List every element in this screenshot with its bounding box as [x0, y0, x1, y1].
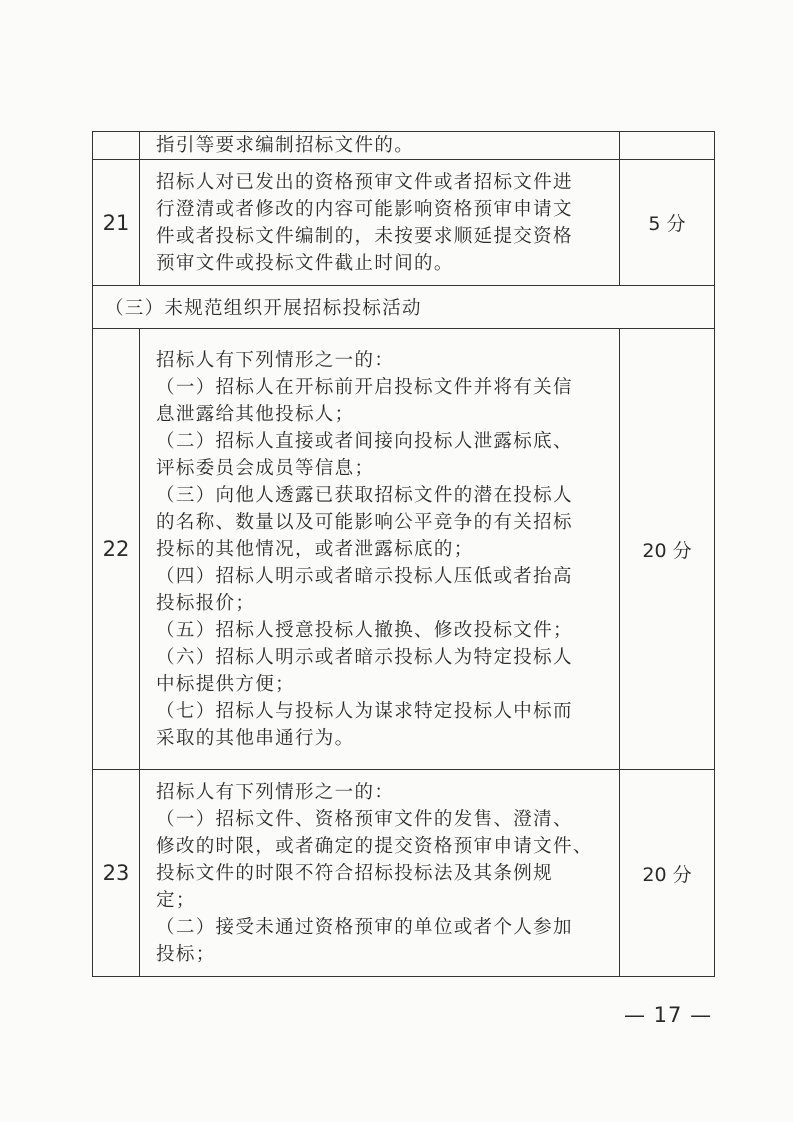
content-line: 行澄清或者修改的内容可能影响资格预审申请文: [156, 198, 573, 220]
content-line: （一）招标文件、资格预审文件的发售、澄清、: [156, 808, 573, 830]
content-line: 投标；: [156, 943, 216, 965]
content-line: （五）招标人授意投标人撤换、修改投标文件；: [156, 619, 573, 641]
content-line: 息泄露给其他投标人；: [156, 403, 355, 425]
content-line: （七）招标人与投标人为谋求特定投标人中标而: [156, 700, 573, 722]
row-score: 20 分: [620, 770, 715, 977]
content-line: 招标人有下列情形之一的：: [156, 349, 395, 371]
content-line: （四）招标人明示或者暗示投标人压低或者抬高: [156, 565, 573, 587]
scoring-table: [92, 131, 715, 977]
content-line: 指引等要求编制招标文件的。: [156, 135, 415, 156]
content-line: （二）接受未通过资格预审的单位或者个人参加: [156, 916, 573, 938]
content-line: 定；: [156, 889, 196, 911]
row-score-cell: [620, 132, 715, 160]
content-line: 件或者投标文件编制的，未按要求顺延提交资格: [156, 225, 573, 247]
content-line: 采取的其他串通行为。: [156, 727, 355, 749]
page-number: — 17 —: [624, 1003, 713, 1027]
table-row-23: [93, 770, 715, 977]
content-line: 预审文件或投标文件截止时间的。: [156, 252, 454, 274]
content-line: （六）招标人明示或者暗示投标人为特定投标人: [156, 646, 573, 668]
content-line: （三）向他人透露已获取招标文件的潜在投标人: [156, 484, 573, 506]
content-line: 投标的其他情况，或者泄露标底的；: [156, 538, 474, 560]
row-number-cell: [93, 132, 140, 160]
section-title: （三）未规范组织开展招标投标活动: [93, 286, 715, 329]
content-line: 招标人对已发出的资格预审文件或者招标文件进: [156, 171, 573, 193]
table-row-22: [93, 329, 715, 770]
content-line: 评标委员会成员等信息；: [156, 457, 375, 479]
table-row-21: [93, 160, 715, 286]
content-line: （一）招标人在开标前开启投标文件并将有关信: [156, 376, 573, 398]
content-line: 中标提供方便；: [156, 673, 295, 695]
content-line: 的名称、数量以及可能影响公平竞争的有关招标: [156, 511, 573, 533]
table-row-continuation: [93, 132, 715, 160]
row-score: 20 分: [620, 329, 715, 770]
content-line: 修改的时限，或者确定的提交资格预审申请文件、: [156, 835, 593, 857]
content-line: 投标文件的时限不符合招标投标法及其条例规: [156, 862, 554, 884]
row-content: [140, 329, 620, 770]
row-number: 23: [93, 770, 140, 977]
row-content: [140, 160, 620, 286]
content-line: （二）招标人直接或者间接向投标人泄露标底、: [156, 430, 573, 452]
row-number: 21: [93, 160, 140, 286]
row-number: 22: [93, 329, 140, 770]
content-line: 招标人有下列情形之一的：: [156, 781, 395, 803]
content-line: 投标报价；: [156, 592, 256, 614]
row-content-cell: [140, 132, 620, 160]
section-header-row: [93, 286, 715, 329]
row-score: 5 分: [620, 160, 715, 286]
row-content: [140, 770, 620, 977]
